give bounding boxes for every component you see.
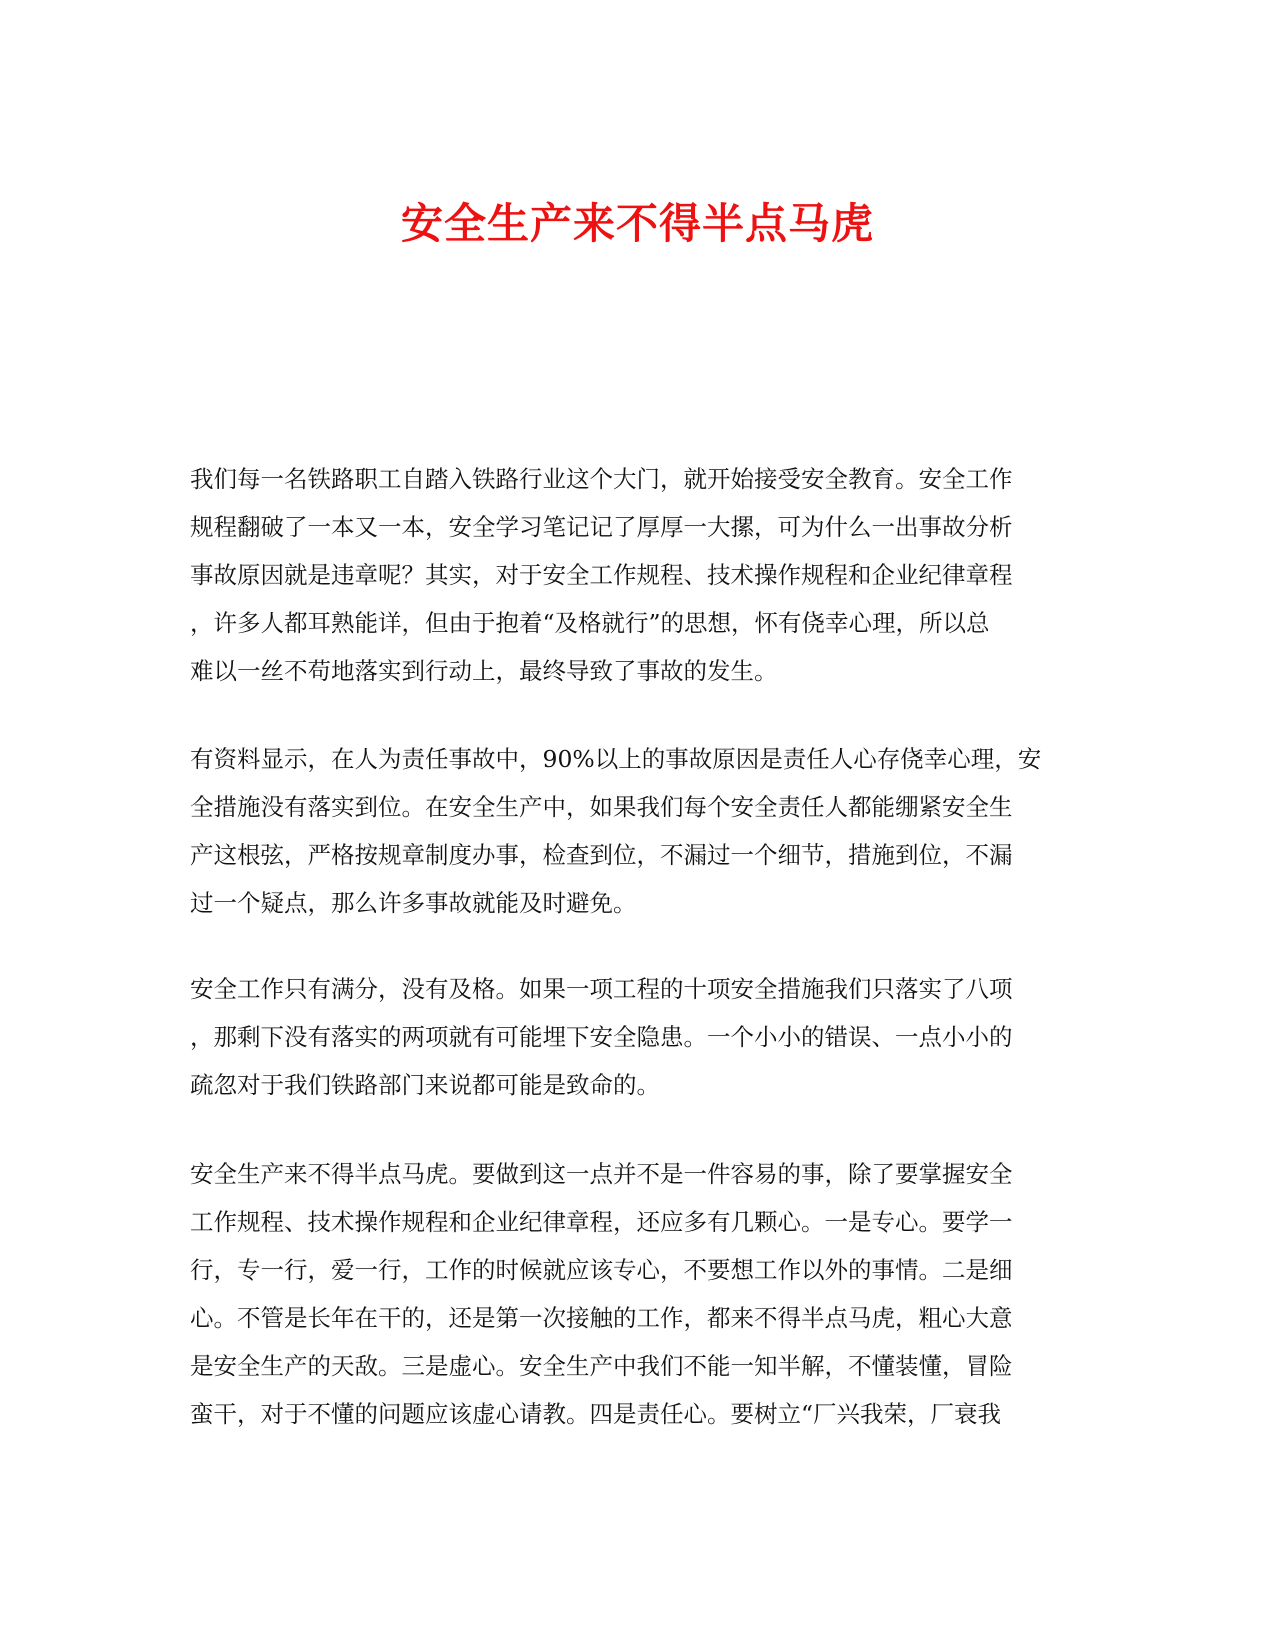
paragraph-line: 有资料显示，在人为责任事故中，90%以上的事故原因是责任人心存侥幸心理，安 bbox=[190, 745, 1042, 773]
paragraph-line: 全措施没有落实到位。在安全生产中，如果我们每个安全责任人都能绷紧安全生 bbox=[190, 793, 1013, 821]
paragraph-line: 安全工作只有满分，没有及格。如果一项工程的十项安全措施我们只落实了八项 bbox=[190, 975, 1013, 1003]
paragraph-line: 产这根弦，严格按规章制度办事，检查到位，不漏过一个细节，措施到位，不漏 bbox=[190, 841, 1013, 869]
paragraph-line: 行，专一行，爱一行，工作的时候就应该专心，不要想工作以外的事情。二是细 bbox=[190, 1256, 1013, 1284]
paragraph-line: ，那剩下没有落实的两项就有可能埋下安全隐患。一个小小的错误、一点小小的 bbox=[190, 1023, 1013, 1051]
paragraph-line: 事故原因就是违章呢？其实，对于安全工作规程、技术操作规程和企业纪律章程 bbox=[190, 561, 1013, 589]
paragraph-line: 我们每一名铁路职工自踏入铁路行业这个大门，就开始接受安全教育。安全工作 bbox=[190, 465, 1013, 493]
paragraph-line: 蛮干，对于不懂的问题应该虚心请教。四是责任心。要树立“厂兴我荣，厂衰我 bbox=[190, 1400, 1002, 1428]
paragraph-4 bbox=[190, 1150, 1090, 1438]
paragraph-1 bbox=[190, 455, 1090, 695]
paragraph-line: 心。不管是长年在干的，还是第一次接触的工作，都来不得半点马虎，粗心大意 bbox=[190, 1304, 1013, 1332]
paragraph-line: 安全生产来不得半点马虎。要做到这一点并不是一件容易的事，除了要掌握安全 bbox=[190, 1160, 1013, 1188]
paragraph-line: 疏忽对于我们铁路部门来说都可能是致命的。 bbox=[190, 1071, 660, 1099]
paragraph-line: 工作规程、技术操作规程和企业纪律章程，还应多有几颗心。一是专心。要学一 bbox=[190, 1208, 1013, 1236]
document-title: 安全生产来不得半点马虎 bbox=[400, 199, 874, 249]
paragraph-2 bbox=[190, 735, 1090, 927]
paragraph-line: 规程翻破了一本又一本，安全学习笔记记了厚厚一大摞，可为什么一出事故分析 bbox=[190, 513, 1013, 541]
paragraph-line: ，许多人都耳熟能详，但由于抱着“及格就行”的思想，怀有侥幸心理，所以总 bbox=[190, 609, 990, 637]
paragraph-line: 过一个疑点，那么许多事故就能及时避免。 bbox=[190, 889, 637, 917]
paragraph-3 bbox=[190, 965, 1090, 1109]
paragraph-line: 是安全生产的天敌。三是虚心。安全生产中我们不能一知半解，不懂装懂，冒险 bbox=[190, 1352, 1013, 1380]
paragraph-line: 难以一丝不苟地落实到行动上，最终导致了事故的发生。 bbox=[190, 657, 778, 685]
